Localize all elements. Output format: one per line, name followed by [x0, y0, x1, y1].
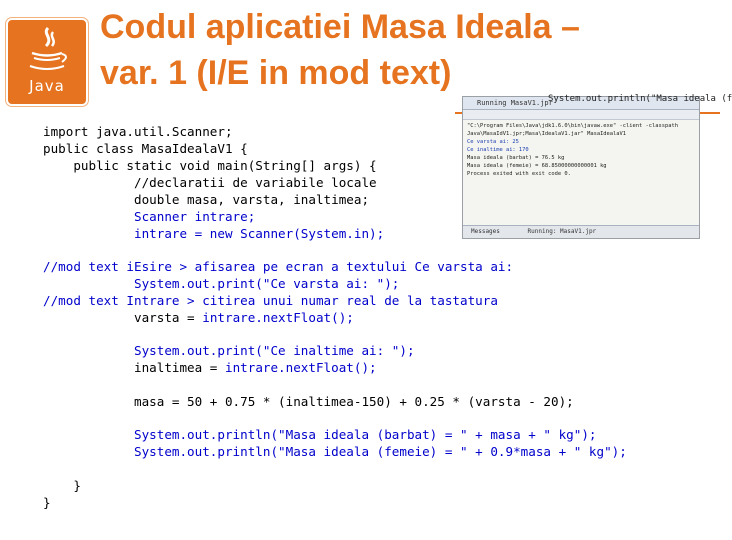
code-text: inaltimea =	[43, 360, 225, 375]
title-line-2: var. 1 (I/E in mod text)	[100, 54, 452, 92]
code-line: masa = 50 + 0.75 * (inaltimea-150) + 0.25 * (varsta - 20);	[43, 394, 574, 409]
code-line	[43, 309, 354, 326]
console-line: Process exited with exit code 0.	[467, 171, 571, 177]
title-line-1: Codul aplicatiei Masa Ideala –	[100, 8, 580, 46]
console-tab: Running MasaV1.jpr	[463, 97, 699, 110]
console-lines	[463, 120, 699, 180]
console-toolbar	[463, 110, 699, 120]
code-line: //declaratii de variabile locale	[43, 175, 377, 190]
code-line: double masa, varsta, inaltimea;	[43, 192, 370, 207]
code-line: System.out.println("Masa ideala (barbat) = " + masa + " kg");	[43, 427, 597, 442]
console-line: Java\MasaIdV1.jpr;Masa\IdealaV1.jar" MasaIdealaV1	[467, 131, 627, 137]
console-line: Ce varsta ai: 25	[467, 139, 519, 145]
page-title	[100, 4, 715, 96]
console-peek-text: System.out.println("Masa ideala (f	[548, 94, 732, 104]
code-line: import java.util.Scanner;	[43, 124, 233, 139]
code-text: intrare.nextFloat();	[202, 310, 354, 325]
console-footer-tab: Running: MasaV1.jpr	[527, 228, 597, 235]
console-line: Ce inaltime ai: 170	[467, 147, 529, 153]
code-line	[43, 359, 377, 376]
java-logo-label: Java	[29, 77, 65, 95]
console-line: Masa ideala (femeie) = 68.85000000000001 kg	[467, 163, 607, 169]
code-comment: //mod text Intrare > citirea unui numar real de la tastatura	[43, 293, 498, 308]
code-line: }	[43, 478, 81, 493]
code-line: public static void main(String[] args) {	[43, 158, 377, 173]
code-comment: //mod text iEsire > afisarea pe ecran a textului Ce varsta ai:	[43, 259, 514, 274]
code-text: varsta =	[43, 310, 203, 325]
console-footer-tab: Messages	[471, 228, 500, 235]
code-line: }	[43, 495, 51, 510]
code-line: intrare = new Scanner(System.in);	[43, 226, 385, 241]
code-line: System.out.println("Masa ideala (femeie) = " + 0.9*masa + " kg");	[43, 444, 627, 459]
code-line: System.out.print("Ce varsta ai: ");	[43, 276, 400, 291]
java-logo	[6, 18, 88, 106]
console-line: "C:\Program Files\Java\jdk1.6.0\bin\javaw.exe" -client -classpath	[467, 123, 678, 129]
code-line: System.out.print("Ce inaltime ai: ");	[43, 343, 415, 358]
code-line: public class MasaIdealaV1 {	[43, 141, 248, 156]
console-footer	[463, 225, 699, 238]
java-coffee-cup-icon	[8, 20, 86, 80]
console-output-screenshot	[462, 94, 732, 239]
code-line: Scanner intrare;	[43, 209, 256, 224]
code-text: intrare.nextFloat();	[224, 360, 377, 375]
console-line: Masa ideala (barbat) = 76.5 kg	[467, 155, 565, 161]
